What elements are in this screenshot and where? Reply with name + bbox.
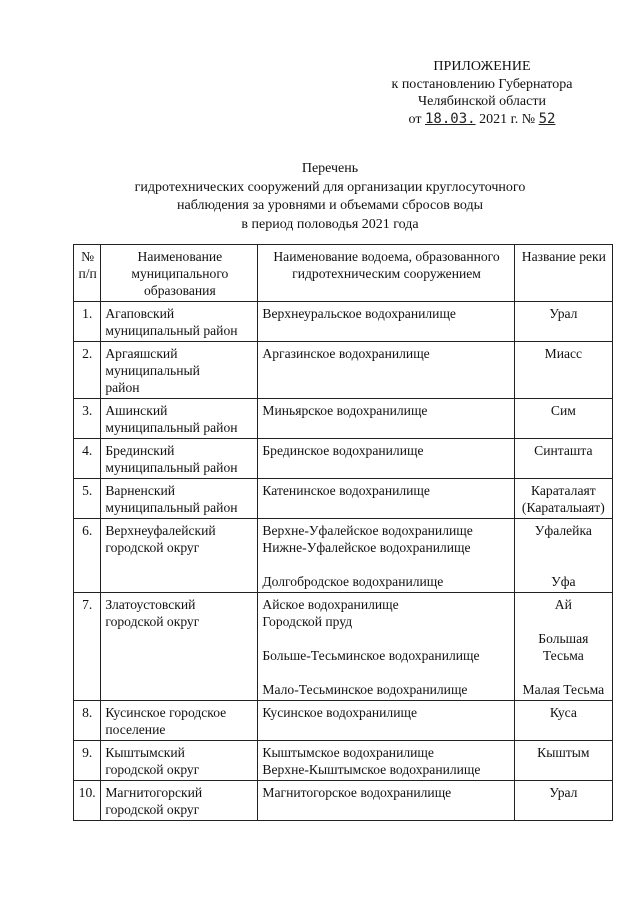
- table-row: [74, 479, 613, 519]
- date-value: 18.03.: [424, 110, 476, 127]
- river-cell-line: Уфа: [551, 574, 576, 589]
- reservoir-cell-line: Верхне-Уфалейское водохранилище: [262, 523, 473, 538]
- reservoir-cell: [258, 701, 514, 741]
- title-line-3: наблюдения за уровнями и объемами сбросов воды: [177, 198, 483, 213]
- table-row: [74, 302, 613, 342]
- municipality-cell-line: Магнитогорский: [105, 785, 203, 800]
- municipality-cell-line: Златоустовский: [105, 597, 196, 612]
- river-cell: [514, 302, 612, 342]
- river-cell-line: [516, 613, 611, 630]
- table-row: [74, 781, 613, 821]
- reservoir-cell-line: Долгобродское водохранилище: [262, 574, 444, 589]
- municipality-cell: [101, 781, 258, 821]
- river-cell-line: (Караталыаят): [521, 500, 605, 515]
- river-cell: [514, 701, 612, 741]
- reservoir-cell: [258, 302, 514, 342]
- river-cell-line: Ай: [554, 597, 572, 612]
- reservoir-cell-line: Верхнеуральское водохранилище: [262, 306, 456, 321]
- reservoir-cell: [258, 741, 514, 781]
- table-row: [74, 593, 613, 701]
- river-cell-line: Тесьма: [542, 648, 584, 663]
- municipality-cell-line: городской округ: [105, 802, 200, 817]
- row-number: 9.: [74, 741, 101, 781]
- river-cell: [514, 741, 612, 781]
- reservoir-cell-line: Кусинское водохранилище: [262, 705, 417, 720]
- municipality-cell-line: городской округ: [105, 614, 200, 629]
- title-line-2: гидротехнических сооружений для организации круглосуточного: [134, 179, 526, 195]
- date-prefix: от: [408, 111, 422, 127]
- reservoir-cell: [258, 781, 514, 821]
- reservoir-cell-line: Брединское водохранилище: [262, 443, 424, 458]
- river-cell-line: Синташта: [534, 443, 593, 458]
- reservoir-cell-line: [262, 664, 510, 681]
- river-cell-line: [516, 556, 611, 573]
- header-municipality: Наименование муниципального образования: [101, 245, 258, 302]
- table-row: [74, 519, 613, 593]
- municipality-cell-line: район: [105, 380, 140, 395]
- municipality-cell: [101, 439, 258, 479]
- row-number: 5.: [74, 479, 101, 519]
- municipality-cell: [101, 342, 258, 399]
- municipality-cell-line: Кусинское городское: [105, 705, 227, 720]
- reservoir-cell-line: Городской пруд: [262, 614, 353, 629]
- title-line-4: в период половодья 2021 года: [241, 216, 419, 232]
- reservoir-cell-line: Мало-Тесьминское водохранилище: [262, 682, 468, 697]
- title-line-1: Перечень: [301, 161, 359, 176]
- river-cell: [514, 519, 612, 593]
- river-cell: [514, 439, 612, 479]
- municipality-cell-line: муниципальный район: [105, 323, 238, 338]
- header-river: Название реки: [514, 245, 612, 302]
- river-cell-line: Уфалейка: [534, 523, 592, 538]
- river-cell: [514, 479, 612, 519]
- municipality-cell-line: городской округ: [105, 762, 200, 777]
- appendix-date-line: [364, 111, 600, 129]
- municipality-cell-line: городской округ: [105, 540, 200, 555]
- reservoir-cell: [258, 439, 514, 479]
- river-cell-line: Урал: [549, 306, 578, 321]
- table-row: [74, 399, 613, 439]
- municipality-cell-line: Кыштымский: [105, 745, 185, 760]
- municipality-cell-line: Ашинский: [105, 403, 168, 418]
- row-number: 7.: [74, 593, 101, 701]
- table-body: [74, 302, 613, 821]
- municipality-cell-line: Варненский: [105, 483, 176, 498]
- year-text: 2021 г. №: [479, 111, 536, 127]
- municipality-cell: [101, 593, 258, 701]
- river-cell-line: Кыштым: [537, 745, 590, 760]
- table-row: [74, 342, 613, 399]
- river-cell-line: Куса: [549, 705, 577, 720]
- table-row: [74, 701, 613, 741]
- river-cell: [514, 781, 612, 821]
- row-number: 10.: [74, 781, 101, 821]
- municipality-cell-line: муниципальный район: [105, 500, 238, 515]
- appendix-block: [364, 58, 600, 128]
- reservoir-cell-line: Аргазинское водохранилище: [262, 346, 430, 361]
- river-cell-line: [516, 539, 611, 556]
- hydro-structures-table: [73, 244, 613, 821]
- table-row: [74, 741, 613, 781]
- municipality-cell: [101, 519, 258, 593]
- municipality-cell: [101, 741, 258, 781]
- reservoir-cell-line: Катенинское водохранилище: [262, 483, 430, 498]
- municipality-cell: [101, 701, 258, 741]
- municipality-cell: [101, 302, 258, 342]
- table-header-row: [74, 245, 613, 302]
- reservoir-cell-line: [262, 630, 510, 647]
- reservoir-cell-line: Магнитогорское водохранилище: [262, 785, 452, 800]
- reservoir-cell-line: Верхне-Кыштымское водохранилище: [262, 762, 481, 777]
- reservoir-cell: [258, 399, 514, 439]
- reservoir-cell-line: Айское водохранилище: [262, 597, 399, 612]
- appendix-line-2: Челябинской области: [418, 94, 546, 109]
- reservoir-cell: [258, 593, 514, 701]
- river-cell-line: Караталаят: [531, 483, 596, 498]
- river-cell: [514, 593, 612, 701]
- number-value: 52: [538, 110, 556, 127]
- row-number: 8.: [74, 701, 101, 741]
- river-cell-line: Урал: [549, 785, 578, 800]
- reservoir-cell: [258, 342, 514, 399]
- row-number: 1.: [74, 302, 101, 342]
- row-number: 2.: [74, 342, 101, 399]
- river-cell-line: Малая Тесьма: [522, 682, 605, 697]
- municipality-cell-line: Агаповский: [105, 306, 175, 321]
- reservoir-cell-line: Миньярское водохранилище: [262, 403, 428, 418]
- river-cell-line: Сим: [550, 403, 576, 418]
- reservoir-cell-line: [262, 556, 510, 573]
- municipality-cell-line: муниципальный район: [105, 420, 238, 435]
- river-cell: [514, 342, 612, 399]
- municipality-cell: [101, 399, 258, 439]
- river-cell: [514, 399, 612, 439]
- reservoir-cell-line: Больше-Тесьминское водохранилище: [262, 648, 480, 663]
- appendix-title: ПРИЛОЖЕНИЕ: [433, 59, 531, 74]
- municipality-cell-line: муниципальный: [105, 363, 200, 378]
- municipality-cell-line: Брединский: [105, 443, 175, 458]
- reservoir-cell-line: Нижне-Уфалейское водохранилище: [262, 540, 471, 555]
- reservoir-cell-line: Кыштымское водохранилище: [262, 745, 434, 760]
- document-title: [80, 160, 580, 234]
- municipality-cell-line: муниципальный район: [105, 460, 238, 475]
- river-cell-line: Большая: [538, 631, 589, 646]
- row-number: 6.: [74, 519, 101, 593]
- reservoir-cell: [258, 479, 514, 519]
- river-cell-line: Миасс: [544, 346, 583, 361]
- row-number: 4.: [74, 439, 101, 479]
- municipality-cell: [101, 479, 258, 519]
- municipality-cell-line: Аргаяшский: [105, 346, 178, 361]
- appendix-line-1: к постановлению Губернатора: [391, 76, 573, 92]
- municipality-cell-line: поселение: [105, 722, 166, 737]
- table-row: [74, 439, 613, 479]
- municipality-cell-line: Верхнеуфалейский: [105, 523, 216, 538]
- river-cell-line: [516, 664, 611, 681]
- header-reservoir: Наименование водоема, образованного гидротехническим сооружением: [258, 245, 514, 302]
- row-number: 3.: [74, 399, 101, 439]
- reservoir-cell: [258, 519, 514, 593]
- header-num: № п/п: [74, 245, 101, 302]
